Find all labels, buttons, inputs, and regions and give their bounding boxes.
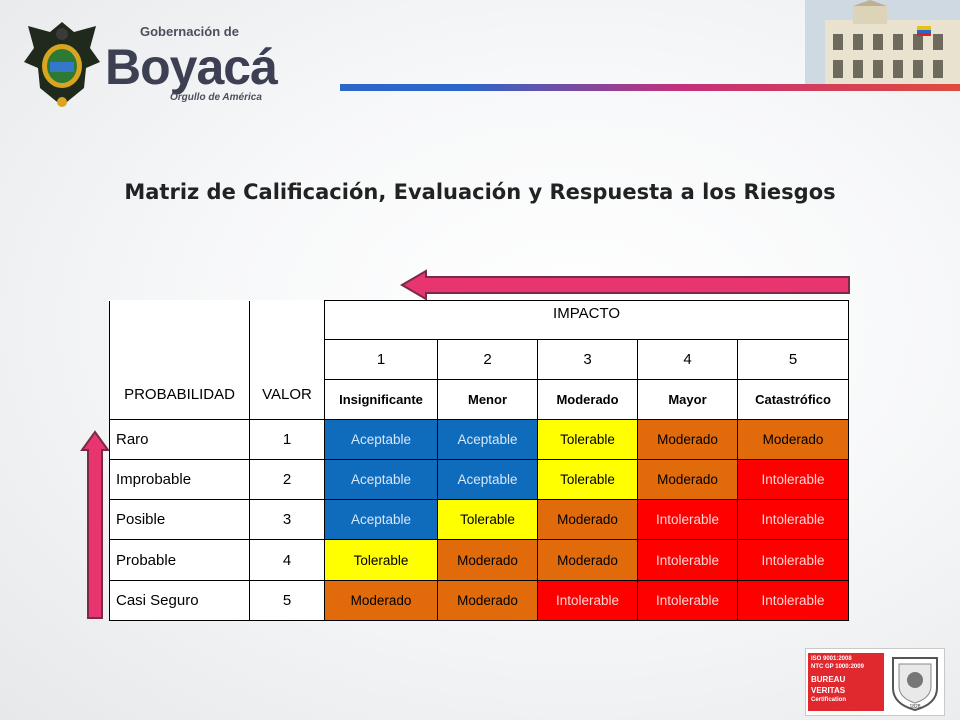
risk-level-cell: Aceptable <box>325 500 438 540</box>
cert-line-3: BUREAU VERITAS <box>811 675 846 695</box>
risk-level-cell: Moderado <box>325 580 438 620</box>
risk-level-cell: Intolerable <box>738 459 849 499</box>
risk-matrix-table <box>109 300 849 621</box>
risk-level-cell: Tolerable <box>538 419 638 459</box>
table-row <box>110 500 849 540</box>
brand-tagline: Orgullo de América <box>170 92 262 103</box>
impact-category-2: Menor <box>438 380 538 419</box>
risk-level-cell: Aceptable <box>325 459 438 499</box>
risk-level-cell: Moderado <box>738 419 849 459</box>
bureau-veritas-seal-icon <box>889 652 941 712</box>
risk-level-cell: Intolerable <box>738 580 849 620</box>
risk-level-cell: Aceptable <box>438 419 538 459</box>
probability-label: Posible <box>110 500 250 540</box>
table-row <box>110 459 849 499</box>
impact-category-4: Mayor <box>638 380 738 419</box>
value-header-top <box>250 301 325 340</box>
cert-line-2: NTC GP 1000:2009 <box>811 664 864 670</box>
certification-label <box>808 653 884 717</box>
probability-label: Improbable <box>110 459 250 499</box>
probability-direction-arrow-icon <box>80 430 110 620</box>
probability-header: PROBABILIDAD <box>110 340 250 420</box>
building-icon <box>805 0 960 84</box>
risk-level-cell: Tolerable <box>438 500 538 540</box>
table-row <box>110 540 849 580</box>
risk-level-cell: Moderado <box>438 580 538 620</box>
risk-level-cell: Moderado <box>538 540 638 580</box>
slide-title: Matriz de Calificación, Evaluación y Respuesta a los Riesgos <box>124 180 836 204</box>
risk-level-cell: Aceptable <box>325 419 438 459</box>
risk-level-cell: Moderado <box>538 500 638 540</box>
table-row <box>110 419 849 459</box>
brand-title: Boyacá <box>105 39 277 95</box>
risk-level-cell: Moderado <box>638 459 738 499</box>
probability-value: 3 <box>250 500 325 540</box>
certification-badge <box>805 648 945 716</box>
probability-label: Probable <box>110 540 250 580</box>
risk-level-cell: Tolerable <box>538 459 638 499</box>
probability-value: 4 <box>250 540 325 580</box>
probability-label: Raro <box>110 419 250 459</box>
probability-header-top <box>110 301 250 340</box>
value-header: VALOR <box>250 340 325 420</box>
probability-value: 2 <box>250 459 325 499</box>
risk-level-cell: Intolerable <box>538 580 638 620</box>
cert-line-1: ISO 9001:2008 <box>811 656 852 662</box>
table-row <box>110 580 849 620</box>
impact-value-4: 4 <box>638 340 738 380</box>
impact-header: IMPACTO <box>325 301 849 340</box>
seal-year: 1828 <box>909 704 921 710</box>
risk-level-cell: Intolerable <box>638 540 738 580</box>
impact-category-3: Moderado <box>538 380 638 419</box>
impact-direction-arrow-icon <box>400 268 852 302</box>
impact-category-1: Insignificante <box>325 380 438 419</box>
probability-label: Casi Seguro <box>110 580 250 620</box>
probability-value: 5 <box>250 580 325 620</box>
building-photo <box>805 0 960 84</box>
impact-value-3: 3 <box>538 340 638 380</box>
header-color-stripe <box>340 84 960 91</box>
probability-value: 1 <box>250 419 325 459</box>
boyaca-logo <box>20 18 340 113</box>
impact-value-2: 2 <box>438 340 538 380</box>
risk-level-cell: Intolerable <box>638 580 738 620</box>
risk-level-cell: Intolerable <box>738 540 849 580</box>
impact-category-5: Catastrófico <box>738 380 849 419</box>
gobernacion-text: Gobernación de <box>140 24 239 39</box>
cert-code: N CO234305 / AGP0148 <box>811 711 867 717</box>
risk-level-cell: Tolerable <box>325 540 438 580</box>
slide-header <box>0 0 960 115</box>
impact-value-5: 5 <box>738 340 849 380</box>
risk-matrix-rows <box>110 419 849 620</box>
risk-level-cell: Moderado <box>638 419 738 459</box>
coat-of-arms-icon <box>20 18 105 110</box>
risk-level-cell: Intolerable <box>638 500 738 540</box>
cert-line-4: Certification <box>811 697 847 703</box>
risk-level-cell: Aceptable <box>438 459 538 499</box>
risk-level-cell: Intolerable <box>738 500 849 540</box>
risk-level-cell: Moderado <box>438 540 538 580</box>
impact-value-1: 1 <box>325 340 438 380</box>
